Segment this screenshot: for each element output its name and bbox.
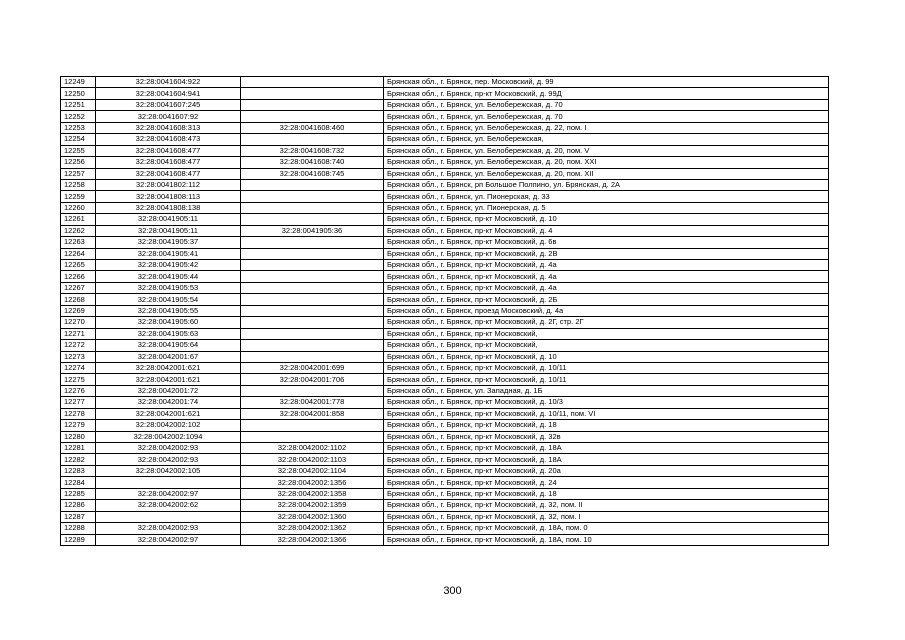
sub-cadastral-number-cell: 32:28:0041905:36 <box>241 225 384 236</box>
cadastral-number-cell: 32:28:0041905:11 <box>96 214 241 225</box>
address-cell: Брянская обл., г. Брянск, проезд Московский, д. 4а <box>384 305 829 316</box>
sub-cadastral-number-cell <box>241 214 384 225</box>
sub-cadastral-number-cell <box>241 271 384 282</box>
row-number-cell: 12268 <box>61 294 96 305</box>
table-row <box>61 214 829 225</box>
cadastral-number-cell: 32:28:0041905:63 <box>96 328 241 339</box>
cadastral-number-cell: 32:28:0042002:97 <box>96 488 241 499</box>
table-row <box>61 500 829 511</box>
address-cell: Брянская обл., г. Брянск, ул. Белобережская, д. 20, пом. XII <box>384 168 829 179</box>
cadastral-number-cell: 32:28:0041905:11 <box>96 225 241 236</box>
sub-cadastral-number-cell: 32:28:0042002:1366 <box>241 534 384 545</box>
row-number-cell: 12267 <box>61 282 96 293</box>
address-cell: Брянская обл., г. Брянск, пр-кт Московский, д. 10/11, пом. VI <box>384 408 829 419</box>
table-row <box>61 282 829 293</box>
sub-cadastral-number-cell <box>241 99 384 110</box>
sub-cadastral-number-cell <box>241 328 384 339</box>
sub-cadastral-number-cell <box>241 237 384 248</box>
address-cell: Брянская обл., г. Брянск, пр-кт Московский, д. 20а <box>384 465 829 476</box>
cadastral-number-cell: 32:28:0042002:105 <box>96 465 241 476</box>
table-row <box>61 122 829 133</box>
sub-cadastral-number-cell: 32:28:0041608:460 <box>241 122 384 133</box>
row-number-cell: 12249 <box>61 77 96 88</box>
row-number-cell: 12285 <box>61 488 96 499</box>
address-cell: Брянская обл., г. Брянск, ул. Белобережская, д. 20, пом. XXI <box>384 157 829 168</box>
address-cell: Брянская обл., г. Брянск, пер. Московский, д. 99 <box>384 77 829 88</box>
sub-cadastral-number-cell: 32:28:0042002:1362 <box>241 523 384 534</box>
sub-cadastral-number-cell <box>241 179 384 190</box>
table-row <box>61 488 829 499</box>
cadastral-number-cell: 32:28:0042001:621 <box>96 362 241 373</box>
row-number-cell: 12272 <box>61 340 96 351</box>
cadastral-number-cell: 32:28:0042002:93 <box>96 523 241 534</box>
sub-cadastral-number-cell <box>241 282 384 293</box>
row-number-cell: 12265 <box>61 260 96 271</box>
row-number-cell: 12269 <box>61 305 96 316</box>
table-row <box>61 523 829 534</box>
table-row <box>61 397 829 408</box>
table-row <box>61 317 829 328</box>
address-cell: Брянская обл., г. Брянск, пр-кт Московский, д. 24 <box>384 477 829 488</box>
address-cell: Брянская обл., г. Брянск, пр-кт Московский, <box>384 340 829 351</box>
row-number-cell: 12282 <box>61 454 96 465</box>
cadastral-number-cell: 32:28:0041905:41 <box>96 248 241 259</box>
row-number-cell: 12288 <box>61 523 96 534</box>
sub-cadastral-number-cell: 32:28:0042001:778 <box>241 397 384 408</box>
sub-cadastral-number-cell: 32:28:0042002:1104 <box>241 465 384 476</box>
address-cell: Брянская обл., г. Брянск, ул. Пионерская, д. 5 <box>384 202 829 213</box>
address-cell: Брянская обл., г. Брянск, пр-кт Московский, д. 4а <box>384 271 829 282</box>
row-number-cell: 12280 <box>61 431 96 442</box>
sub-cadastral-number-cell <box>241 111 384 122</box>
row-number-cell: 12274 <box>61 362 96 373</box>
address-cell: Брянская обл., г. Брянск, ул. Белобережская, д. 70 <box>384 111 829 122</box>
table-row <box>61 248 829 259</box>
row-number-cell: 12261 <box>61 214 96 225</box>
address-cell: Брянская обл., г. Брянск, пр-кт Московский, д. 18А, пом. 10 <box>384 534 829 545</box>
address-cell: Брянская обл., г. Брянск, ул. Западная, д. 1Б <box>384 385 829 396</box>
registry-table <box>60 76 829 546</box>
table-row <box>61 340 829 351</box>
table-row <box>61 374 829 385</box>
table-row <box>61 237 829 248</box>
table-row <box>61 99 829 110</box>
cadastral-number-cell: 32:28:0042002:102 <box>96 420 241 431</box>
sub-cadastral-number-cell: 32:28:0042001:699 <box>241 362 384 373</box>
address-cell: Брянская обл., г. Брянск, пр-кт Московский, д. 18 <box>384 488 829 499</box>
sub-cadastral-number-cell <box>241 248 384 259</box>
row-number-cell: 12289 <box>61 534 96 545</box>
cadastral-number-cell: 32:28:0041905:37 <box>96 237 241 248</box>
cadastral-number-cell: 32:28:0042002:93 <box>96 454 241 465</box>
cadastral-number-cell: 32:28:0041608:313 <box>96 122 241 133</box>
sub-cadastral-number-cell <box>241 351 384 362</box>
cadastral-number-cell: 32:28:0041608:477 <box>96 168 241 179</box>
row-number-cell: 12278 <box>61 408 96 419</box>
row-number-cell: 12255 <box>61 145 96 156</box>
sub-cadastral-number-cell <box>241 305 384 316</box>
row-number-cell: 12252 <box>61 111 96 122</box>
cadastral-number-cell: 32:28:0041608:477 <box>96 145 241 156</box>
row-number-cell: 12251 <box>61 99 96 110</box>
page-number: 300 <box>443 585 462 597</box>
table-row <box>61 157 829 168</box>
cadastral-number-cell: 32:28:0041802:112 <box>96 179 241 190</box>
address-cell: Брянская обл., г. Брянск, пр-кт Московский, д. 10 <box>384 351 829 362</box>
address-cell: Брянская обл., г. Брянск, ул. Белобережская, д. 70 <box>384 99 829 110</box>
cadastral-number-cell: 32:28:0041808:113 <box>96 191 241 202</box>
row-number-cell: 12286 <box>61 500 96 511</box>
row-number-cell: 12257 <box>61 168 96 179</box>
row-number-cell: 12281 <box>61 443 96 454</box>
address-cell: Брянская обл., г. Брянск, пр-кт Московский, <box>384 328 829 339</box>
sub-cadastral-number-cell <box>241 88 384 99</box>
table-row <box>61 420 829 431</box>
cadastral-number-cell <box>96 511 241 522</box>
row-number-cell: 12273 <box>61 351 96 362</box>
table-row <box>61 431 829 442</box>
cadastral-number-cell: 32:28:0041608:477 <box>96 157 241 168</box>
sub-cadastral-number-cell <box>241 385 384 396</box>
sub-cadastral-number-cell <box>241 202 384 213</box>
row-number-cell: 12276 <box>61 385 96 396</box>
sub-cadastral-number-cell <box>241 317 384 328</box>
address-cell: Брянская обл., г. Брянск, пр-кт Московский, д. 6в <box>384 237 829 248</box>
row-number-cell: 12275 <box>61 374 96 385</box>
table-row <box>61 443 829 454</box>
cadastral-number-cell: 32:28:0041905:42 <box>96 260 241 271</box>
address-cell: Брянская обл., г. Брянск, пр-кт Московский, д. 4а <box>384 260 829 271</box>
sub-cadastral-number-cell <box>241 294 384 305</box>
sub-cadastral-number-cell <box>241 77 384 88</box>
table-row <box>61 328 829 339</box>
table-row <box>61 385 829 396</box>
row-number-cell: 12256 <box>61 157 96 168</box>
sub-cadastral-number-cell: 32:28:0042002:1359 <box>241 500 384 511</box>
sub-cadastral-number-cell: 32:28:0042002:1358 <box>241 488 384 499</box>
cadastral-number-cell: 32:28:0042001:72 <box>96 385 241 396</box>
row-number-cell: 12287 <box>61 511 96 522</box>
cadastral-number-cell: 32:28:0041905:64 <box>96 340 241 351</box>
address-cell: Брянская обл., г. Брянск, ул. Белобережская, <box>384 134 829 145</box>
row-number-cell: 12250 <box>61 88 96 99</box>
sub-cadastral-number-cell: 32:28:0041608:732 <box>241 145 384 156</box>
address-cell: Брянская обл., г. Брянск, пр-кт Московский, д. 4 <box>384 225 829 236</box>
address-cell: Брянская обл., г. Брянск, пр-кт Московский, д. 2В <box>384 248 829 259</box>
sub-cadastral-number-cell: 32:28:0042001:706 <box>241 374 384 385</box>
cadastral-number-cell: 32:28:0042001:621 <box>96 408 241 419</box>
table-row <box>61 362 829 373</box>
row-number-cell: 12258 <box>61 179 96 190</box>
table-row <box>61 477 829 488</box>
address-cell: Брянская обл., г. Брянск, пр-кт Московский, д. 10/11 <box>384 374 829 385</box>
sub-cadastral-number-cell <box>241 260 384 271</box>
row-number-cell: 12270 <box>61 317 96 328</box>
table-row <box>61 305 829 316</box>
sub-cadastral-number-cell: 32:28:0042001:858 <box>241 408 384 419</box>
address-cell: Брянская обл., г. Брянск, ул. Белобережская, д. 20, пом. V <box>384 145 829 156</box>
address-cell: Брянская обл., г. Брянск, пр-кт Московский, д. 18А <box>384 443 829 454</box>
cadastral-number-cell: 32:28:0042002:97 <box>96 534 241 545</box>
table-row <box>61 77 829 88</box>
address-cell: Брянская обл., г. Брянск, пр-кт Московский, д. 10 <box>384 214 829 225</box>
sub-cadastral-number-cell <box>241 134 384 145</box>
row-number-cell: 12283 <box>61 465 96 476</box>
table-row <box>61 511 829 522</box>
sub-cadastral-number-cell: 32:28:0042002:1102 <box>241 443 384 454</box>
row-number-cell: 12260 <box>61 202 96 213</box>
sub-cadastral-number-cell <box>241 431 384 442</box>
table-body <box>61 77 829 546</box>
table-row <box>61 179 829 190</box>
table-row <box>61 271 829 282</box>
table-row <box>61 294 829 305</box>
cadastral-number-cell: 32:28:0042001:67 <box>96 351 241 362</box>
cadastral-number-cell: 32:28:0041604:922 <box>96 77 241 88</box>
address-cell: Брянская обл., г. Брянск, пр-кт Московский, д. 18А <box>384 454 829 465</box>
table-row <box>61 351 829 362</box>
row-number-cell: 12262 <box>61 225 96 236</box>
cadastral-number-cell: 32:28:0041607:245 <box>96 99 241 110</box>
row-number-cell: 12284 <box>61 477 96 488</box>
row-number-cell: 12259 <box>61 191 96 202</box>
sub-cadastral-number-cell <box>241 191 384 202</box>
sub-cadastral-number-cell <box>241 340 384 351</box>
cadastral-number-cell: 32:28:0041808:138 <box>96 202 241 213</box>
sub-cadastral-number-cell: 32:28:0042002:1103 <box>241 454 384 465</box>
address-cell: Брянская обл., г. Брянск, пр-кт Московский, д. 10/3 <box>384 397 829 408</box>
table-row <box>61 111 829 122</box>
cadastral-number-cell: 32:28:0042001:621 <box>96 374 241 385</box>
address-cell: Брянская обл., г. Брянск, пр-кт Московский, д. 32, пом. II <box>384 500 829 511</box>
address-cell: Брянская обл., г. Брянск, пр-кт Московский, д. 18 <box>384 420 829 431</box>
cadastral-number-cell <box>96 477 241 488</box>
cadastral-number-cell: 32:28:0042002:62 <box>96 500 241 511</box>
address-cell: Брянская обл., г. Брянск, ул. Белобережская, д. 22, пом. I <box>384 122 829 133</box>
cadastral-number-cell: 32:28:0041905:53 <box>96 282 241 293</box>
table-row <box>61 465 829 476</box>
cadastral-number-cell: 32:28:0041905:54 <box>96 294 241 305</box>
address-cell: Брянская обл., г. Брянск, пр-кт Московский, д. 32в <box>384 431 829 442</box>
row-number-cell: 12277 <box>61 397 96 408</box>
table-row <box>61 134 829 145</box>
sub-cadastral-number-cell: 32:28:0041608:745 <box>241 168 384 179</box>
cadastral-number-cell: 32:28:0042002:1094 <box>96 431 241 442</box>
table-row <box>61 191 829 202</box>
table-row <box>61 88 829 99</box>
row-number-cell: 12253 <box>61 122 96 133</box>
row-number-cell: 12263 <box>61 237 96 248</box>
sub-cadastral-number-cell: 32:28:0042002:1356 <box>241 477 384 488</box>
cadastral-number-cell: 32:28:0041608:473 <box>96 134 241 145</box>
row-number-cell: 12279 <box>61 420 96 431</box>
cadastral-number-cell: 32:28:0041604:941 <box>96 88 241 99</box>
cadastral-number-cell: 32:28:0041905:55 <box>96 305 241 316</box>
table-row <box>61 225 829 236</box>
row-number-cell: 12266 <box>61 271 96 282</box>
address-cell: Брянская обл., г. Брянск, пр-кт Московский, д. 99Д <box>384 88 829 99</box>
table-row <box>61 202 829 213</box>
sub-cadastral-number-cell: 32:28:0042002:1360 <box>241 511 384 522</box>
address-cell: Брянская обл., г. Брянск, ул. Пионерская, д. 33 <box>384 191 829 202</box>
table-row <box>61 534 829 545</box>
table-row <box>61 145 829 156</box>
sub-cadastral-number-cell <box>241 420 384 431</box>
address-cell: Брянская обл., г. Брянск, пр-кт Московский, д. 10/11 <box>384 362 829 373</box>
address-cell: Брянская обл., г. Брянск, рп Большое Полпино, ул. Брянская, д. 2А <box>384 179 829 190</box>
address-cell: Брянская обл., г. Брянск, пр-кт Московский, д. 32, пом. I <box>384 511 829 522</box>
table-row <box>61 454 829 465</box>
address-cell: Брянская обл., г. Брянск, пр-кт Московский, д. 2Г, стр. 2Г <box>384 317 829 328</box>
table-row <box>61 408 829 419</box>
table-row <box>61 168 829 179</box>
cadastral-number-cell: 32:28:0041905:60 <box>96 317 241 328</box>
cadastral-number-cell: 32:28:0041905:44 <box>96 271 241 282</box>
row-number-cell: 12264 <box>61 248 96 259</box>
address-cell: Брянская обл., г. Брянск, пр-кт Московский, д. 18А, пом. 0 <box>384 523 829 534</box>
cadastral-number-cell: 32:28:0041607:92 <box>96 111 241 122</box>
cadastral-number-cell: 32:28:0042002:93 <box>96 443 241 454</box>
cadastral-number-cell: 32:28:0042001:74 <box>96 397 241 408</box>
address-cell: Брянская обл., г. Брянск, пр-кт Московский, д. 4а <box>384 282 829 293</box>
row-number-cell: 12254 <box>61 134 96 145</box>
address-cell: Брянская обл., г. Брянск, пр-кт Московский, д. 2Б <box>384 294 829 305</box>
table-row <box>61 260 829 271</box>
sub-cadastral-number-cell: 32:28:0041608:740 <box>241 157 384 168</box>
row-number-cell: 12271 <box>61 328 96 339</box>
